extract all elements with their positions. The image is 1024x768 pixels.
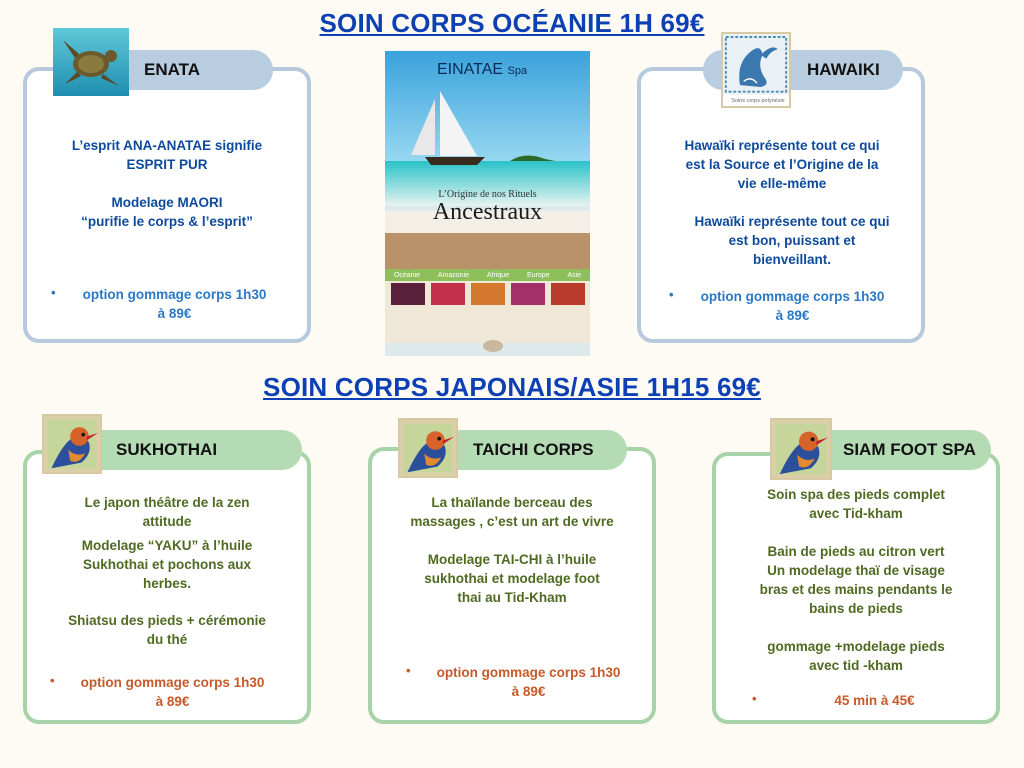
hawaiki-text1: Hawaïki représente tout ce qui <box>684 138 880 153</box>
hawaiki-thumb-caption: Soins corps polynésie <box>731 98 785 104</box>
siam-bullet-icon: • <box>752 691 757 706</box>
hawaiki-text4: Hawaïki représente tout ce qui <box>694 214 890 229</box>
whale-image <box>721 32 791 108</box>
heading-oceanie: SOIN CORPS OCÉANIE 1H 69€ <box>319 8 705 38</box>
siam-text5: bras et des mains pendants le <box>759 582 953 597</box>
sukhothai-text4: Sukhothai et pochons aux <box>82 557 252 572</box>
siam-title: SIAM FOOT SPA <box>843 440 976 459</box>
sukhothai-text2: attitude <box>142 514 192 529</box>
taichi-title: TAICHI CORPS <box>473 440 594 459</box>
siam-text8: avec tid -kham <box>809 658 903 673</box>
poster-title: Ancestraux <box>432 199 543 225</box>
poster-subtitle: L’Origine de nos Rituels <box>438 189 537 200</box>
sukhothai-text3: Modelage “YAKU” à l’huile <box>81 538 253 553</box>
hawaiki-title: HAWAIKI <box>807 60 880 79</box>
enata-option2: à 89€ <box>157 306 192 321</box>
kingfisher-image <box>398 418 458 478</box>
sukhothai-text7: du thé <box>146 632 188 647</box>
hawaiki-text6: bienveillant. <box>752 252 832 267</box>
siam-text2: avec Tid-kham <box>809 506 903 521</box>
poster-brand: EINATAE Spa <box>437 61 528 78</box>
enata-option1: option gommage corps 1h30 <box>82 287 267 302</box>
taichi-text1: La thaïlande berceau des <box>431 495 593 510</box>
sukhothai-text5: herbes. <box>142 576 192 591</box>
heading-japon: SOIN CORPS JAPONAIS/ASIE 1H15 69€ <box>263 372 761 402</box>
enata-text1: L’esprit ANA-ANATAE signifie <box>71 138 263 153</box>
siam-text4: Un modelage thaï de visage <box>767 563 945 578</box>
hawaiki-text3: vie elle-même <box>737 176 827 191</box>
sukhothai-text1: Le japon théâtre de la zen <box>84 495 250 510</box>
sukhothai-option2: à 89€ <box>155 694 190 709</box>
enata-text4: “purifie le corps & l’esprit” <box>81 214 253 229</box>
sukhothai-option1: option gommage corps 1h30 <box>80 675 265 690</box>
enata-bullet-icon: • <box>51 285 56 300</box>
taichi-text3: Modelage TAI-CHI à l’huile <box>427 552 597 567</box>
enata-text2: ESPRIT PUR <box>126 157 208 172</box>
taichi-bullet-icon: • <box>406 663 411 678</box>
kingfisher-image <box>770 418 832 480</box>
sukhothai-title: SUKHOTHAI <box>116 440 218 459</box>
siam-text1: Soin spa des pieds complet <box>767 487 945 502</box>
siam-text6: bains de pieds <box>809 601 903 616</box>
sukhothai-text6: Shiatsu des pieds + cérémonie <box>68 613 266 628</box>
hawaiki-option2: à 89€ <box>775 308 810 323</box>
turtle-image <box>53 28 129 96</box>
poster-regions: Océanie Amazonie Afrique Europe Asie <box>393 271 582 279</box>
enata-title: ENATA <box>144 60 201 79</box>
spa-poster <box>385 51 590 356</box>
taichi-text4: sukhothai et modelage foot <box>424 571 600 586</box>
taichi-option1: option gommage corps 1h30 <box>436 665 621 680</box>
hawaiki-text5: est bon, puissant et <box>728 233 856 248</box>
kingfisher-image <box>42 414 102 474</box>
siam-option1: 45 min à 45€ <box>834 693 915 708</box>
siam-text7: gommage +modelage pieds <box>767 639 945 654</box>
siam-text3: Bain de pieds au citron vert <box>767 544 945 559</box>
hawaiki-option1: option gommage corps 1h30 <box>700 289 885 304</box>
tab-taichi <box>455 430 627 470</box>
tab-siam <box>829 430 991 470</box>
sukhothai-bullet-icon: • <box>50 673 55 688</box>
hawaiki-bullet-icon: • <box>669 287 674 302</box>
tab-enata <box>128 50 273 90</box>
taichi-option2: à 89€ <box>511 684 546 699</box>
taichi-text5: thai au Tid-Kham <box>457 590 567 605</box>
hawaiki-text2: est la Source et l’Origine de la <box>685 157 879 172</box>
tab-sukhothai <box>100 430 302 470</box>
taichi-text2: massages , c’est un art de vivre <box>410 514 614 529</box>
enata-text3: Modelage MAORI <box>111 195 223 210</box>
